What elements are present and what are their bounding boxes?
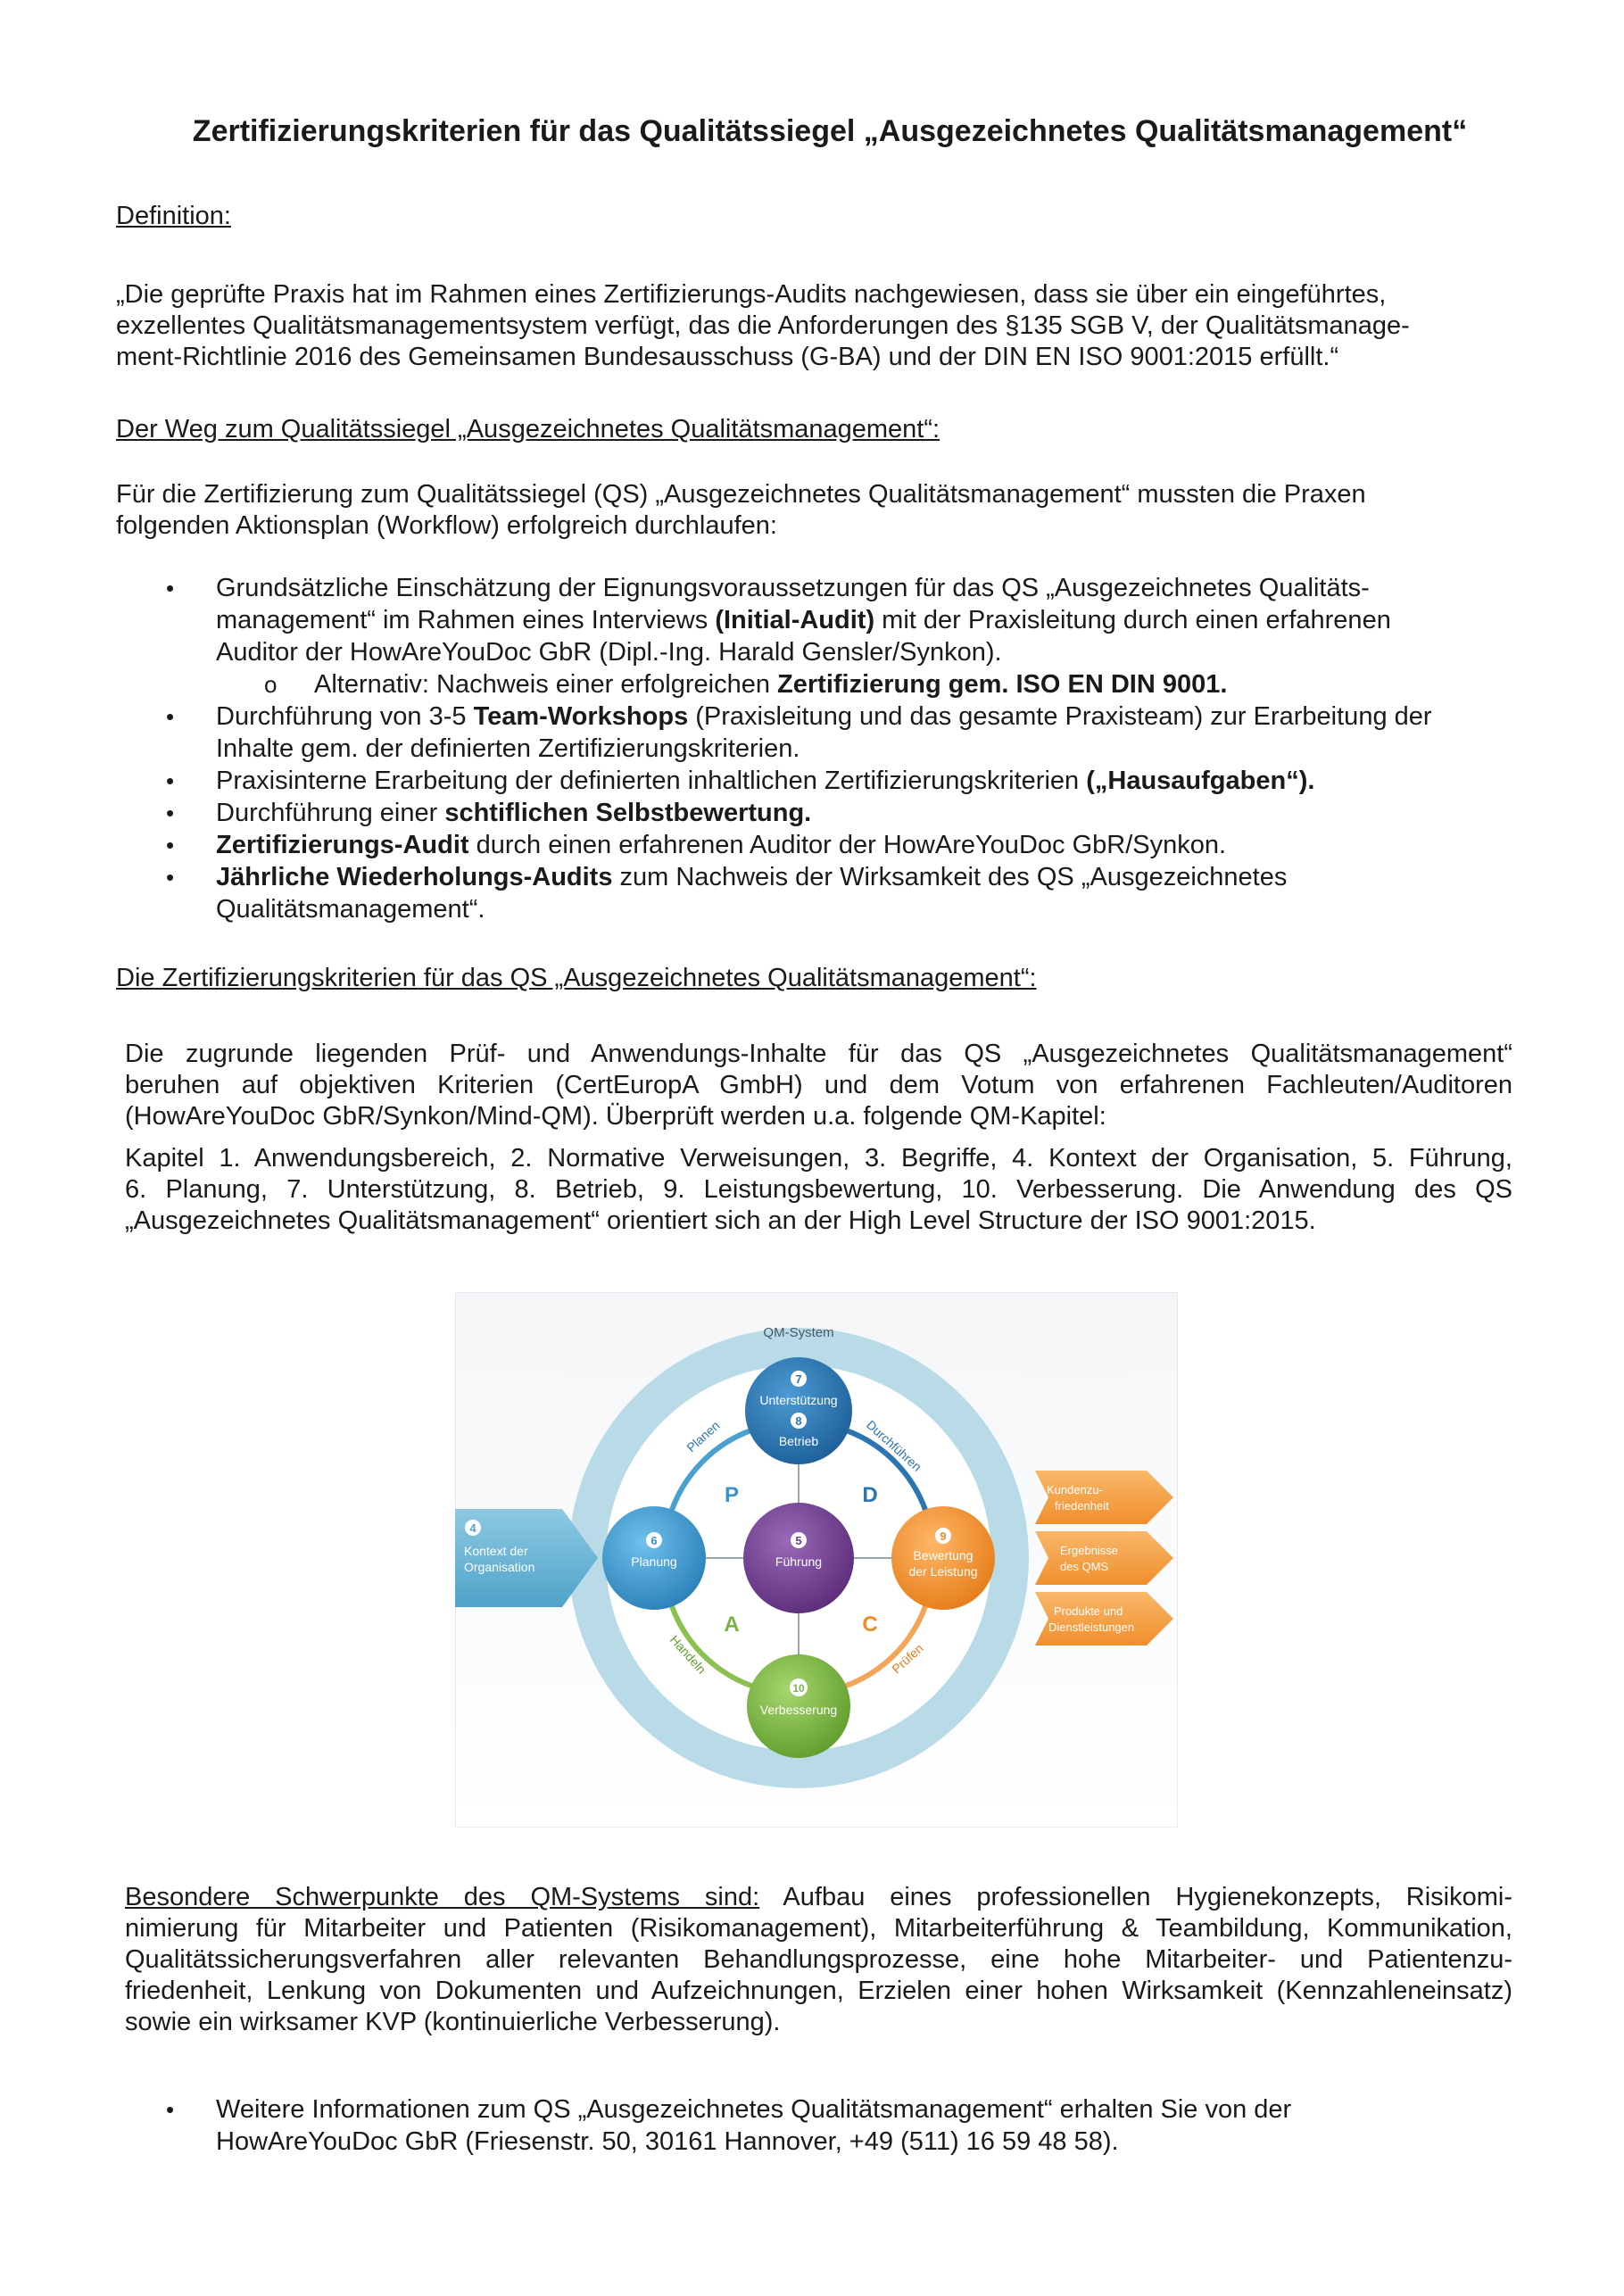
definition-text: [116, 279, 1517, 373]
list-item: [116, 765, 1544, 797]
paragraph-line: 6. Planung, 7. Unterstützung, 8. Betrieb, 9. Leistungsbewertung, 10. Verbesserung. Die Anwendung des QS: [125, 1175, 1512, 1204]
paragraph-line: beruhen auf objektiven Kriterien (CertEuropA GmbH) und dem Votum von erfahrenen Fachleuten/Auditoren: [125, 1071, 1512, 1099]
node-number: 6: [650, 1534, 658, 1547]
contact-list: [116, 2093, 1544, 2158]
arc-label-do: Durchführen: [863, 1417, 924, 1474]
paragraph-line: (HowAreYouDoc GbR/Synkon/Mind-QM). Überprüft werden u.a. folgende QM-Kapitel:: [125, 1102, 1106, 1131]
output-label: Ergebnisse: [1060, 1544, 1119, 1557]
list-item-text: Durchführung von 3-5 Team-Workshops (Praxisleitung und das gesamte Praxisteam) zur Erarbeitung der: [216, 702, 1432, 731]
kriterien-heading: Die Zertifizierungskriterien für das QS „Ausgezeichnetes Qualitätsmanagement“:: [116, 964, 1037, 992]
list-item-text: management“ im Rahmen eines Interviews (Initial-Audit) mit der Praxisleitung durch einen erfahrenen: [216, 606, 1391, 634]
paragraph-line: Besondere Schwerpunkte des QM-Systems sind: Aufbau eines professionellen Hygienekonzepts, Risikomi-: [125, 1883, 1512, 1911]
weg-heading: Der Weg zum Qualitätssiegel „Ausgezeichnetes Qualitätsmanagement“:: [116, 415, 940, 443]
definition-line: ment-Richtlinie 2016 des Gemeinsamen Bundesausschuss (G-BA) und der DIN EN ISO 9001:2015 erfüllt.“: [116, 343, 1339, 371]
definition-line: exzellentes Qualitätsmanagementsystem verfügt, das die Anforderungen des §135 SGB V, der Qualitätsmanage-: [116, 311, 1410, 340]
weg-intro-line: folgenden Aktionsplan (Workflow) erfolgreich durchlaufen:: [116, 511, 777, 540]
arc-label-act: Handeln: [667, 1632, 709, 1677]
node-label: Verbesserung: [759, 1703, 838, 1717]
list-item-text: Praxisinterne Erarbeitung der definierten inhaltlichen Zertifizierungskriterien („Hausaufgaben“).: [216, 767, 1315, 795]
qm-system-diagram: [455, 1292, 1178, 1828]
bullet-icon: •: [166, 832, 175, 858]
list-item-text: Alternativ: Nachweis einer erfolgreichen Zertifizierung gem. ISO EN DIN 9001.: [314, 670, 1228, 699]
list-item-text: HowAreYouDoc GbR (Friesenstr. 50, 30161 Hannover, +49 (511) 16 59 48 58).: [216, 2127, 1119, 2156]
list-item-text: Qualitätsmanagement“.: [216, 895, 485, 924]
output-arrow: [1035, 1592, 1173, 1645]
output-label: Kundenzu-: [1047, 1483, 1103, 1496]
pdca-letter-d: D: [862, 1483, 878, 1507]
paragraph-line: friedenheit, Lenkung von Dokumenten und Aufzeichnungen, Erzielen einer hohen Wirksamkeit (Kennzahleneinsatz): [125, 1977, 1512, 2005]
list-item-text: Zertifizierungs-Audit durch einen erfahrenen Auditor der HowAreYouDoc GbR/Synkon.: [216, 831, 1227, 859]
kriterien-paragraph-2: [125, 1143, 1512, 1237]
output-arrow: [1035, 1471, 1173, 1524]
weg-intro-line: Für die Zertifizierung zum Qualitätssiegel (QS) „Ausgezeichnetes Qualitätsmanagement“ mussten die Praxen: [116, 480, 1366, 509]
pdca-letter-p: P: [724, 1483, 740, 1507]
output-label: friedenheit: [1055, 1499, 1109, 1513]
context-label: Kontext der: [464, 1544, 528, 1558]
definition-heading: Definition:: [116, 202, 231, 230]
list-item-text: Grundsätzliche Einschätzung der Eignungsvoraussetzungen für das QS „Ausgezeichnetes Qualitäts-: [216, 574, 1370, 602]
list-item-text: Jährliche Wiederholungs-Audits zum Nachweis der Wirksamkeit des QS „Ausgezeichnetes: [216, 863, 1288, 891]
list-item: [116, 797, 1544, 829]
output-arrow: [1035, 1531, 1173, 1585]
context-number: 4: [469, 1521, 476, 1535]
list-item-text: Auditor der HowAreYouDoc GbR (Dipl.-Ing. Harald Gensler/Synkon).: [216, 638, 1002, 667]
paragraph-line: sowie ein wirksamer KVP (kontinuierliche Verbesserung).: [125, 2008, 781, 2036]
bullet-icon: •: [166, 864, 175, 891]
output-label: Dienstleistungen: [1048, 1620, 1135, 1634]
list-item: [116, 861, 1544, 925]
node-label: Betrieb: [778, 1434, 819, 1448]
weg-intro: [116, 479, 1517, 542]
node-label: Planung: [631, 1554, 677, 1569]
arc-label-check: Prüfen: [889, 1640, 926, 1677]
bullet-icon: •: [166, 2096, 175, 2123]
bullet-icon: •: [166, 767, 175, 794]
node-label: Führung: [775, 1554, 823, 1569]
list-item-text: Durchführung einer schtiflichen Selbstbewertung.: [216, 799, 812, 827]
sub-list-item: [116, 668, 1544, 700]
list-item-text: Weitere Informationen zum QS „Ausgezeichnetes Qualitätsmanagement“ erhalten Sie von der: [216, 2095, 1292, 2124]
pdca-letter-a: A: [724, 1612, 740, 1637]
node-label: Unterstützung: [759, 1393, 838, 1407]
page-title: Zertifizierungskriterien für das Qualitätssiegel „Ausgezeichnetes Qualitätsmanagement“: [192, 114, 1468, 148]
output-label: des QMS: [1060, 1560, 1109, 1573]
schwerpunkte-paragraph: [125, 1882, 1512, 2038]
paragraph-line: nimierung für Mitarbeiter und Patienten (Risikomanagement), Mitarbeiterführung & Teambildung, Kommunikation,: [125, 1914, 1512, 1943]
bullet-icon: •: [166, 703, 175, 730]
list-item: [116, 2093, 1544, 2158]
bullet-icon: •: [166, 575, 175, 601]
node-number: 8: [795, 1414, 802, 1428]
list-item: [116, 829, 1544, 861]
list-item: [116, 700, 1544, 765]
node-number: 9: [940, 1529, 947, 1543]
bullet-icon: •: [166, 800, 175, 826]
circle-bullet-icon: o: [264, 671, 278, 698]
node-label: Bewertung: [913, 1548, 974, 1562]
context-label: Organisation: [464, 1560, 535, 1574]
workflow-list: [116, 572, 1544, 925]
definition-line: „Die geprüfte Praxis hat im Rahmen eines Zertifizierungs-Audits nachgewiesen, dass sie über ein eingeführtes,: [116, 280, 1387, 309]
schwerpunkte-lead: Besondere Schwerpunkte des QM-Systems sind:: [125, 1883, 760, 1911]
paragraph-line: Qualitätssicherungsverfahren aller relevanten Behandlungsprozesse, eine hohe Mitarbeiter- und Patientenzu-: [125, 1945, 1512, 1974]
kriterien-paragraph-1: [125, 1039, 1512, 1132]
arc-label-plan: Planen: [684, 1418, 723, 1455]
qm-system-label: QM-System: [763, 1325, 834, 1340]
node-number: 7: [795, 1372, 802, 1386]
pdca-letter-c: C: [862, 1612, 878, 1637]
node-number: 10: [792, 1682, 805, 1695]
list-item: [116, 572, 1544, 668]
list-item-text: Inhalte gem. der definierten Zertifizierungskriterien.: [216, 734, 800, 763]
node-label: der Leistung: [908, 1564, 978, 1579]
paragraph-line: Die zugrunde liegenden Prüf- und Anwendungs-Inhalte für das QS „Ausgezeichnetes Qualitätsmanagement“: [125, 1040, 1512, 1068]
node-number: 5: [795, 1534, 802, 1547]
paragraph-line: „Ausgezeichnetes Qualitätsmanagement“ orientiert sich an der High Level Structure der ISO 9001:2015.: [125, 1206, 1316, 1235]
output-label: Produkte und: [1054, 1604, 1123, 1618]
paragraph-line: Kapitel 1. Anwendungsbereich, 2. Normative Verweisungen, 3. Begriffe, 4. Kontext der Organisation, 5. Führung,: [125, 1144, 1512, 1173]
